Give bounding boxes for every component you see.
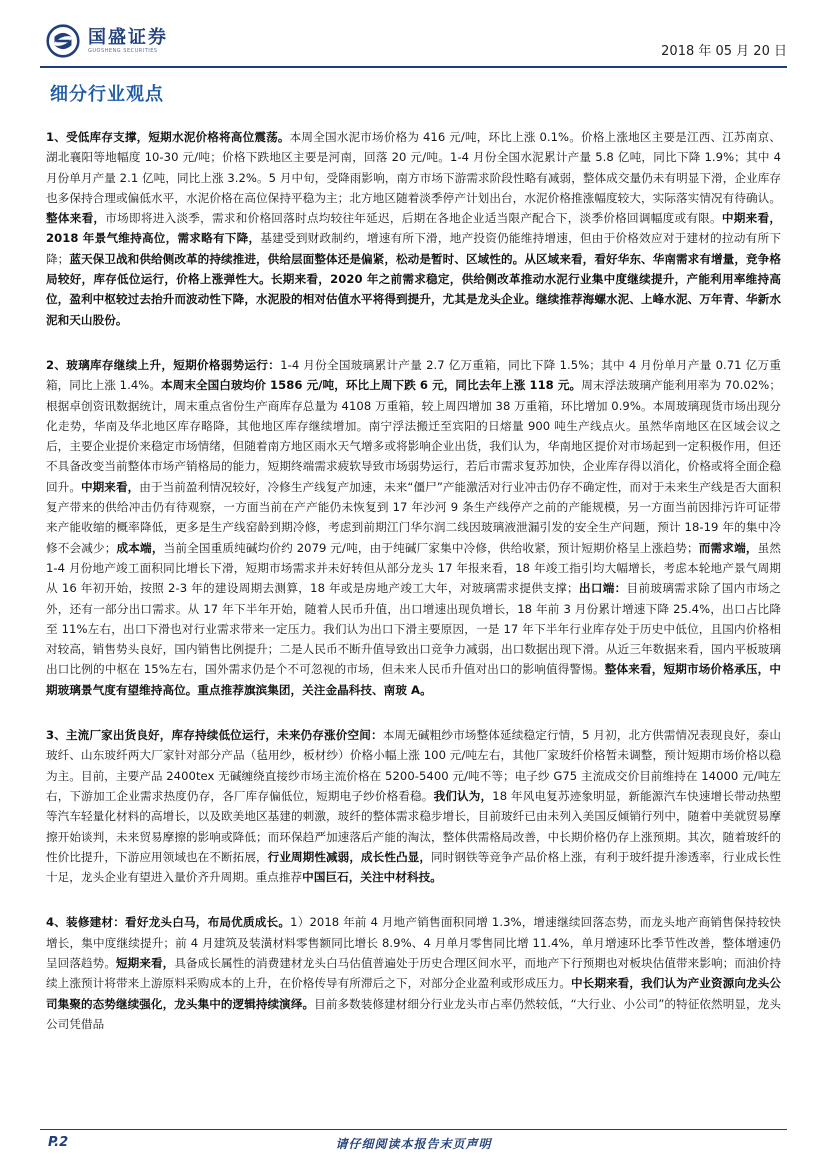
emphasis-text: 中期来看， (80, 479, 140, 494)
body-text: 目前玻璃需求除了国内市场之外，还有一部分出口需求。从 17 年下半年开始，随着人民币升值，出口增速出现负增长，18 年前 3 月份累计增速下降 25.4%，出口占比降至 11%左右，出口下滑也对行业需求带来一定压力。我们认为出口下滑主要原因，一是 17 年下半年行业库存处于历史中低位，且国内价格相对较高，销售势头良好，国内销售比例提升；二是人民币不断升值导致出口竞争力减弱，出口数据出现下滑。从近三年数据来看，国内平板玻璃出口比例的中枢在 15%左右，国外需求仍是个不可忽视的市场，但未来人民币升值对出口的影响值得警惕。 (46, 581, 782, 677)
footer-disclaimer: 请仔细阅读本报告末页声明 (335, 1137, 492, 1151)
emphasis-text: 蓝天保卫战和供给侧改革的持续推进，供给层面整体还是偏紧，松动是暂时、区域性的。从区域来看，看好华东、华南需求有增量，竞争格局较好，库存低位运行，价格上涨弹性大。长期来看， (46, 251, 781, 287)
emphasis-text: 行业周期性减弱，成长性凸显， (267, 849, 432, 864)
emphasis-text: 整体来看，短期市场价格承压，中期玻璃景气度有望维持高位。重点推荐旗滨集团，关注金晶科技、南玻 A。 (46, 662, 781, 697)
emphasis-text: 短期来看， (116, 955, 175, 970)
body-text: 1）2018 年前 4 月地产销售面积同增 1.3%，增速继续回落态势，而龙头地产商销售保持较快增长，集中度继续提升；前 4 月建筑及装潢材料零售额同比增长 8.9%、4 月单月零售同比增 11.4%，单月增速环比季节性改善，整体增速仍呈回落趋势。 (46, 915, 782, 970)
body-text: 18 年风电复苏迹象明显，新能源汽车快速增长带动热塑等汽车轻量化材料的高增长，以及欧美地区基建的刺激，玻纤的整体需求稳步增长，目前玻纤已由未列入美国反倾销行列中，随着中美就贸易摩擦开始谈判，未来贸易摩擦的影响或降低；而环保趋严加速落后产能的淘汰，整体供需格局改善，中长期价格仍存上涨预期。其次，随着玻纤的性价比提升，下游应用领域也在不断拓展， (46, 788, 781, 864)
emphasis-text: 我们认为， (433, 788, 493, 803)
emphasis-text: 整体来看， (46, 211, 106, 226)
paragraph-fiberglass (46, 725, 781, 887)
report-date: 2018 年 05 月 20 日 (661, 44, 787, 59)
emphasis-text: 出口端： (578, 581, 627, 596)
logo-subtext: GUOSHENG SECURITIES (88, 47, 158, 54)
body-text: 同时钢铁等竞争产品价格上涨，有利于玻纤提升渗透率，行业成长性十足，龙头企业有望进入量价齐升周期。重点推荐 (46, 849, 781, 885)
body-text: 虽然 1-4 月份地产竣工面积同比增长下滑，短期市场需求并未好转但从部分龙头 17 年报来看，18 年竣工指引均大幅增长，考虑本轮地产景气周期从 16 年初开始，按照 2-3 年的建设周期去测算，18 年或是房地产竣工大年，对玻璃需求提供支撑； (46, 540, 781, 596)
body-text: 当前全国重质纯碱均价约 2079 元/吨，由于纯碱厂家集中冷修，供给收紧，预计短期价格呈上涨趋势； (163, 540, 699, 555)
page-number: P.2 (48, 1135, 69, 1150)
emphasis-text: 1、受低库存支撑，短期水泥价格将高位震荡。 (46, 130, 290, 144)
footer-divider (40, 1129, 787, 1130)
paragraph-cement (46, 127, 781, 330)
body-text: 具备成长属性的消费建材龙头白马估值普遍处于历史合理区间水平，而地产下行预期也对板块估值带来影响；而油价持续上涨预计将带来上游原料采购成本的上升，在价格传导有所滞后之下，对部分企业盈利或形成压力。 (46, 955, 781, 991)
body-text: 由于当前盈利情况较好，冷修生产线复产加速，未来“僵尸”产能激活对行业冲击仍存不确定性，而对于未来生产线是否大面积复产带来的供给冲击仍有待观察，一方面当前在产产能仍未恢复到 17 年沙河 9 条生产线停产之前的产能规模，另一方面当前因排污许可证带来产能收缩的概率降低，更多是生产线窑龄到期冷修，考虑到前期江门华尔润二线因玻璃液泄漏引发的安全生产问题，预计 18-19 年的集中冷修不会减少； (46, 479, 781, 555)
paragraph-glass (46, 355, 781, 700)
emphasis-text: 成本端， (116, 540, 164, 555)
guosheng-logo-icon (46, 24, 80, 58)
emphasis-text: 4、装修建材：看好龙头白马，布局优质成长。 (46, 915, 291, 930)
paragraph-decoration-materials (46, 912, 781, 1034)
emphasis-text: 本周末全国白玻均价 1586 元/吨，环比上周下跌 6 元，同比去年上涨 118 元。 (161, 378, 582, 393)
emphasis-text: 2、玻璃库存继续上升，短期价格弱势运行： (46, 357, 281, 372)
header-divider (40, 66, 787, 68)
emphasis-text: 中国巨石，关注中材科技。 (302, 870, 442, 885)
logo-text: 国盛证券 (88, 26, 168, 48)
body-text: 市场即将进入淡季，需求和价格回落时点均较往年延迟，后期在各地企业适当限产配合下，淡季价格回调幅度或有限。 (105, 211, 722, 226)
emphasis-text: 中长期来看，我们认为产业资源向龙头公司集聚的态势继续强化，龙头集中的逻辑持续演绎。 (46, 976, 781, 1011)
body-text: 本周无碱粗纱市场整体延续稳定行情，5 月初，北方供需情况表现良好，泰山玻纤、山东玻纤两大厂家针对部分产品（毡用纱，板材纱）价格小幅上涨 100 元/吨左右，其他厂家玻纤价格暂未调整，预计短期市场价格以稳为主。目前，主要产品 2400tex 无碱缠绕直接纱市场主流价格在 5200-5400 元/吨不等；电子纱 G75 主流成交价目前维持在 14000 元/吨左右，下游加工企业需求热度仍存，各厂库存偏低位，短期电子纱价格看稳。 (46, 728, 781, 803)
report-body (46, 127, 781, 1059)
body-text: 基建受到财政制约，增速有所下滑，地产投资仍能维持增速，但由于价格效应对于建材的拉动有所下降； (46, 231, 782, 266)
page-header (40, 24, 787, 68)
body-text: 本周全国水泥市场价格为 416 元/吨，环比上涨 0.1%。价格上涨地区主要是江西、江苏南京、湖北襄阳等地幅度 10-30 元/吨；价格下跌地区主要是河南，回落 20 元/吨。1-4 月份全国水泥累计产量 5.8 亿吨，同比下降 1.9%；其中 4 月份单月产量 2.1 亿吨，同比上涨 3.2%。5 月中旬，受降雨影响，南方市场下游需求阶段性略有减弱，整体成交量仍未有明显下滑，企业库存也多保持合理或偏低水平，水泥价格在高位保持平稳为主；北方地区随着淡季停产计划出台，水泥价格推涨幅度较大，实际落实情况有待确认。 (46, 130, 781, 205)
emphasis-text: 2020 年之前需求稳定，供给侧改革推动水泥行业集中度继续提升，产能利用率维持高位，盈利中枢较过去抬升而波动性下降，水泥股的相对估值水平将得到提升，尤其是龙头企业。继续推荐海螺水泥、上峰水泥、万年青、华新水泥和天山股份。 (46, 272, 782, 327)
emphasis-text: 3、主流厂家出货良好，库存持续低位运行，未来仍存涨价空间： (46, 728, 383, 743)
body-text: 周末浮法玻璃产能利用率为 70.02%；根据卓创资讯数据统计，周末重点省份生产商库存总量为 4108 万重箱，较上周四增加 38 万重箱，环比增加 0.9%。本周玻璃现货市场出现分化走势，华南及华北地区库存略降，其他地区库存继续增加。南宁浮法搬迁至宾阳的日熔量 900 吨生产线点火。虽然华南地区在区域会议之后，主要企业提价来稳定市场情绪，但随着南方地区雨水天气增多或将影响企业出货，我们认为，华南地区提价对市场起到一定积极作用，但还不具备改变当前整体市场产销格局的能力，短期终端需求疲软导致市场弱势运行，若后市需求复苏加快，企业库存得以消化，价格或将全面企稳回升。 (46, 378, 781, 494)
body-text: 目前多数装修建材细分行业龙头市占率仍然较低，“大行业、小公司”的特征依然明显，龙头公司凭借品 (46, 996, 781, 1031)
emphasis-text: 中期来看，2018 年景气维持高位，需求略有下降， (46, 211, 781, 246)
emphasis-text: 而需求端， (698, 540, 758, 555)
section-title: 细分行业观点 (50, 84, 164, 105)
company-logo (46, 24, 168, 58)
body-text: 1-4 月份全国玻璃累计产量 2.7 亿万重箱，同比下降 1.5%；其中 4 月份单月产量 0.71 亿万重箱，同比上涨 1.4%。 (46, 357, 782, 393)
